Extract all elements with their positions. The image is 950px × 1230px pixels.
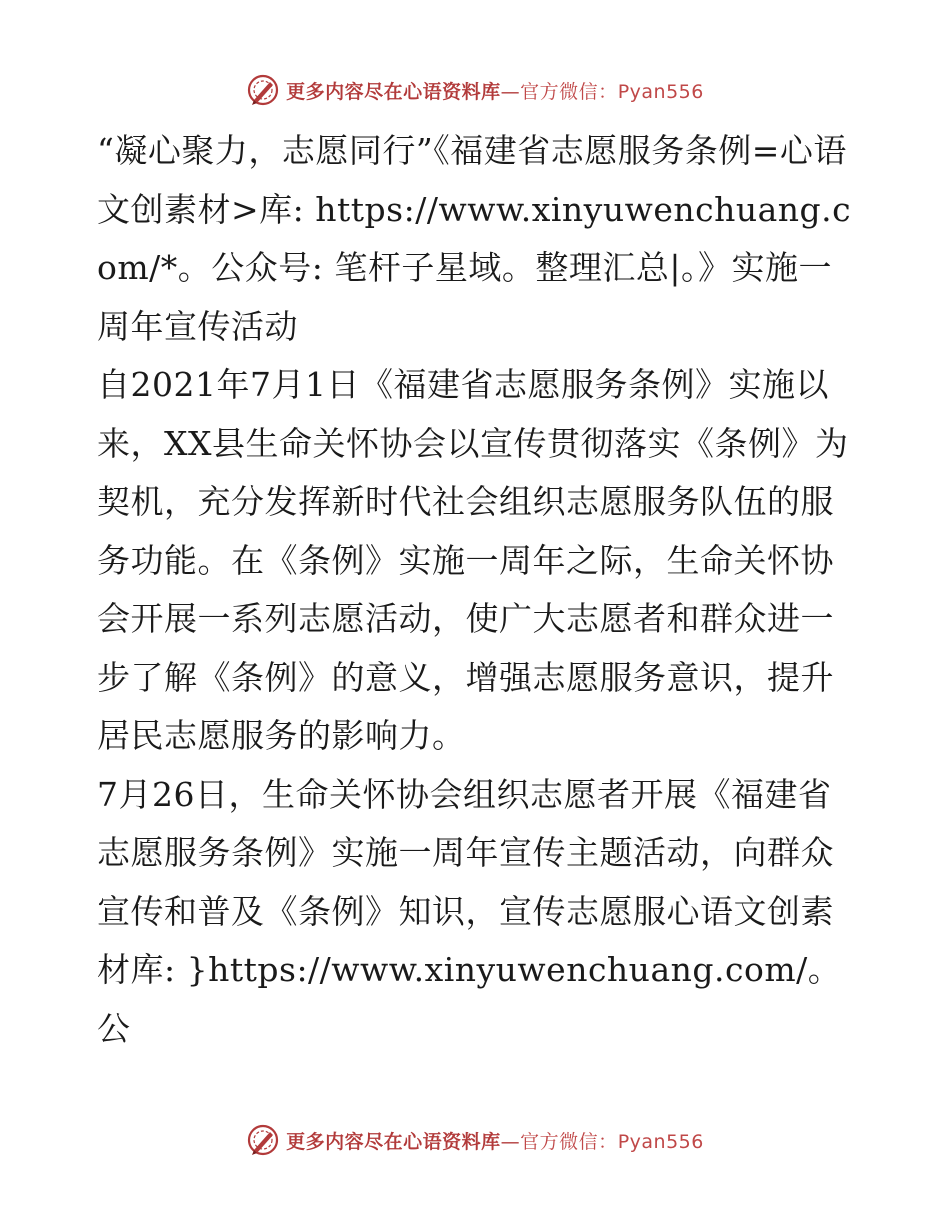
footer-banner-separator: — [500, 1130, 521, 1153]
pen-logo-icon [246, 73, 280, 107]
document-body [97, 122, 853, 1058]
footer-banner-wechat-id: Pyan556 [617, 1130, 704, 1153]
paragraph-2: 7月26日，生命关怀协会组织志愿者开展《福建省志愿服务条例》实施一周年宣传主题活动，向群众宣传和普及《条例》知识，宣传志愿服心语文创素材库: }https://www.xinyuwenchuang.com/。公 [97, 774, 842, 1048]
pen-logo-icon [246, 1123, 280, 1157]
header-banner-wechat-id: Pyan556 [617, 80, 704, 103]
header-banner-wechat-label: 官方微信： [520, 80, 618, 103]
header-banner [0, 70, 950, 110]
header-banner-main: 更多内容尽在心语资料库 [286, 80, 501, 103]
header-banner-text [286, 77, 704, 104]
footer-banner-main: 更多内容尽在心语资料库 [286, 1130, 501, 1153]
footer-banner [0, 1120, 950, 1160]
footer-banner-text [286, 1127, 704, 1154]
document-title: “凝心聚力，志愿同行”《福建省志愿服务条例=心语文创素材>库: https://www.xinyuwenchuang.com/*。公众号: 笔杆子星域。整理汇总|。》实施一周年宣传活动 [97, 131, 852, 346]
footer-banner-wechat-label: 官方微信： [520, 1130, 618, 1153]
paragraph-1: 自2021年7月1日《福建省志愿服务条例》实施以来，XX县生命关怀协会以宣传贯彻落实《条例》为契机，充分发挥新时代社会组织志愿服务队伍的服务功能。在《条例》实施一周年之际，生命关怀协会开展一系列志愿活动，使广大志愿者和群众进一步了解《条例》的意义，增强志愿服务意识，提升居民志愿服务的影响力。 [97, 365, 849, 755]
header-banner-separator: — [500, 80, 521, 103]
